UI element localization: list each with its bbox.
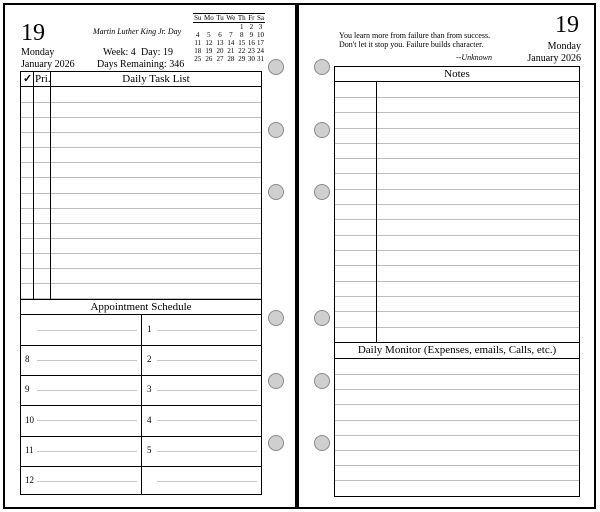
calendar-day: 9 [249, 31, 254, 39]
calendar-day: 27 [216, 55, 224, 63]
quote-line-1: You learn more from failure than from success. [339, 31, 491, 40]
calendar-day: 30 [247, 55, 255, 63]
binder-hole [268, 373, 284, 389]
appointment-grid [21, 300, 261, 494]
mini-calendar [193, 13, 265, 63]
calendar-weekday-header: Sa [256, 14, 264, 22]
priority-column-header: Pri. [35, 73, 51, 85]
notes-section [334, 66, 580, 343]
calendar-day: 25 [194, 55, 202, 63]
calendar-day: 18 [194, 47, 202, 55]
appointment-hour: 4 [147, 415, 152, 425]
calendar-day: 23 [247, 47, 255, 55]
binder-hole [268, 184, 284, 200]
calendar-day: 8 [240, 31, 244, 39]
binder-hole [314, 310, 330, 326]
holiday-label: Martin Luther King Jr. Day [93, 27, 182, 36]
calendar-day: 11 [194, 39, 202, 47]
day-number: 19 [555, 12, 579, 38]
calendar-day: 19 [205, 47, 213, 55]
notes-title: Notes [335, 67, 579, 82]
calendar-day: 21 [227, 47, 235, 55]
appointment-hour: 2 [147, 354, 152, 364]
quote-author: --Unknown [456, 53, 492, 62]
appointment-hour: 11 [25, 445, 34, 455]
calendar-day: 29 [238, 55, 246, 63]
weekday: Monday [21, 47, 55, 58]
weekday: Monday [547, 41, 581, 52]
binder-hole [314, 373, 330, 389]
calendar-day: 22 [238, 47, 246, 55]
calendar-day [215, 23, 225, 32]
daily-monitor-title: Daily Monitor (Expenses, emails, Calls, etc.) [335, 343, 579, 359]
binder-hole [314, 59, 330, 75]
calendar-day [203, 23, 216, 32]
calendar-day: 17 [256, 39, 264, 47]
binder-hole [268, 122, 284, 138]
appointment-hour: 8 [25, 354, 30, 364]
notes-grid [335, 67, 579, 342]
appointment-hour: 12 [25, 475, 34, 485]
calendar-day [225, 23, 237, 32]
calendar-weekday-header: Tu [216, 14, 224, 22]
appointment-hour: 9 [25, 384, 30, 394]
appointment-schedule [20, 299, 262, 495]
month-year: January 2026 [21, 59, 75, 70]
calendar-day: 16 [247, 39, 255, 47]
calendar-day: 1 [240, 23, 244, 31]
quote-line-2: Don't let it stop you. Failure builds character. [339, 40, 484, 49]
calendar-day [193, 23, 203, 32]
calendar-day: 12 [205, 39, 213, 47]
appointment-schedule-title: Appointment Schedule [21, 300, 261, 315]
monitor-grid [335, 343, 579, 496]
daily-task-list [20, 71, 262, 300]
calendar-weekday-header: Fr [248, 14, 255, 22]
calendar-day: 4 [196, 31, 200, 39]
appointment-hour: 5 [147, 445, 152, 455]
check-column-header: ✓ [23, 73, 33, 85]
calendar-day: 6 [218, 31, 222, 39]
task-list-grid [21, 72, 261, 299]
calendar-weekday-header: Su [194, 14, 202, 22]
binder-hole [268, 310, 284, 326]
calendar-day: 20 [216, 47, 224, 55]
binder-hole [314, 184, 330, 200]
calendar-day: 14 [227, 39, 235, 47]
appointment-hour: 10 [25, 415, 34, 425]
binder-hole [314, 122, 330, 138]
month-year: January 2026 [527, 53, 581, 64]
calendar-day: 10 [256, 31, 264, 39]
calendar-day: 2 [249, 23, 254, 31]
calendar-day: 5 [207, 31, 211, 39]
days-remaining: Days Remaining: 346 [97, 59, 185, 70]
calendar-weekday-header: Mo [204, 14, 214, 22]
task-list-title: Daily Task List [122, 73, 190, 85]
binder-hole [268, 435, 284, 451]
binder-hole [268, 59, 284, 75]
appointment-hour: 1 [147, 324, 152, 334]
calendar-weekday-header: Th [237, 14, 246, 22]
calendar-day: 31 [256, 55, 264, 63]
calendar-day: 15 [238, 39, 246, 47]
week-number: Week: 4 [103, 47, 136, 58]
binder-hole [314, 435, 330, 451]
calendar-day: 13 [216, 39, 224, 47]
calendar-weekday-header: We [226, 14, 236, 22]
appointment-hour: 3 [147, 384, 152, 394]
day-of-year: Day: 19 [141, 47, 173, 58]
calendar-day: 24 [256, 47, 264, 55]
calendar-day: 3 [258, 23, 263, 31]
calendar-day: 26 [205, 55, 213, 63]
calendar-day: 28 [227, 55, 235, 63]
day-number: 19 [21, 20, 45, 46]
calendar-day: 7 [229, 31, 233, 39]
daily-monitor-section [334, 342, 580, 497]
